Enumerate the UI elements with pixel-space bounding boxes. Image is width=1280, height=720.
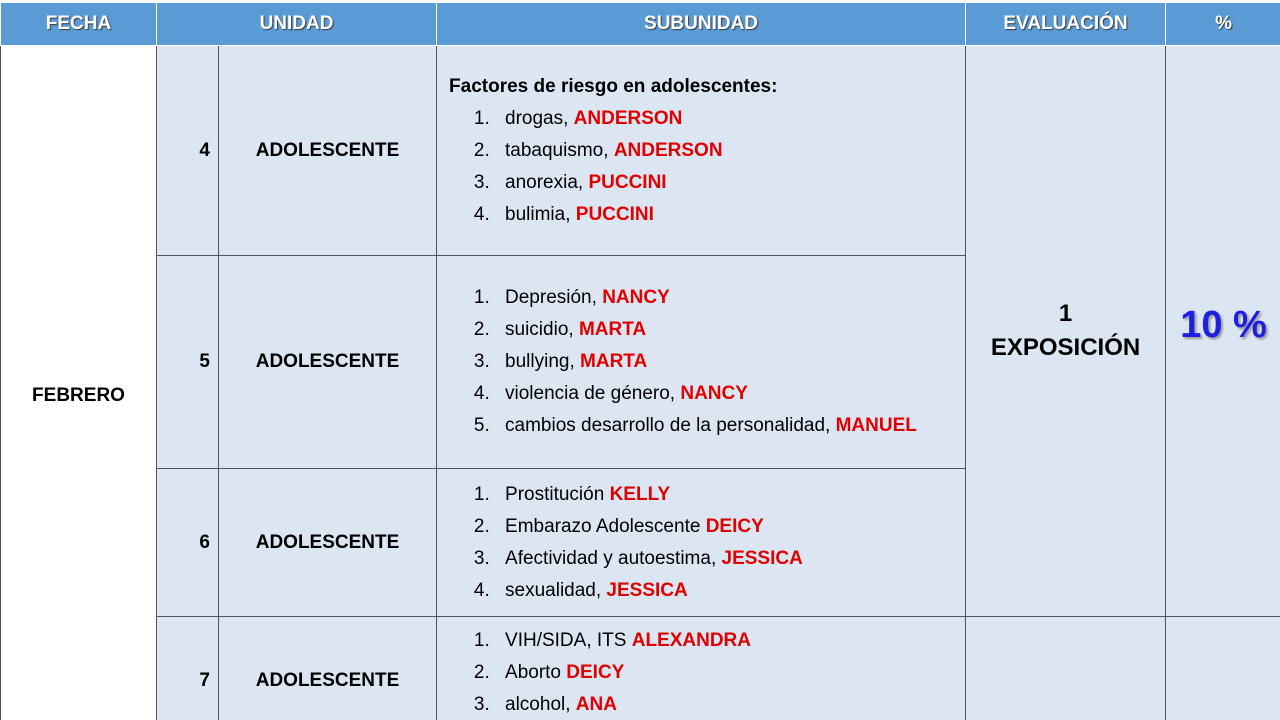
topic-text: VIH/SIDA, ITS [505, 630, 632, 651]
unit-name: ADOLESCENTE [219, 469, 437, 617]
unit-number: 5 [157, 256, 219, 469]
list-item [495, 135, 965, 167]
list-item [495, 657, 965, 689]
presenter-name: MARTA [580, 351, 648, 372]
list-item [495, 410, 965, 442]
topic-text: tabaquismo, [505, 139, 614, 161]
topic-text: cambios desarrollo de la personalidad, [505, 415, 836, 436]
list-item [495, 689, 965, 720]
percentage-cell-empty [1166, 617, 1280, 720]
subunit-title: Factores de riesgo en adolescentes: [449, 75, 778, 97]
topic-text: alcohol, [505, 694, 576, 715]
topic-text: anorexia, [505, 171, 589, 193]
header-percent: % [1166, 3, 1280, 46]
topic-text: Prostitución [505, 483, 610, 505]
unit-number: 7 [157, 617, 219, 720]
presenter-name: DEICY [566, 662, 625, 683]
list-item [495, 575, 965, 607]
table-row [1, 617, 1280, 720]
list-item [495, 103, 965, 135]
header-fecha: FECHA [1, 3, 157, 46]
presenter-name: PUCCINI [588, 171, 667, 193]
topic-text: Afectividad y autoestima, [505, 547, 722, 569]
presenter-name: JESSICA [606, 579, 688, 601]
fecha-cell: FEBRERO [1, 46, 157, 720]
list-item [495, 543, 965, 575]
header-row [1, 3, 1280, 46]
header-subunidad: SUBUNIDAD [437, 3, 966, 46]
percentage-cell [1166, 46, 1280, 617]
unit-name: ADOLESCENTE [219, 46, 437, 256]
topic-text: bulimia, [505, 203, 576, 225]
unit-number: 6 [157, 469, 219, 617]
presenter-name: ALEXANDRA [631, 630, 751, 651]
unit-name: ADOLESCENTE [219, 617, 437, 720]
schedule-table [0, 2, 1280, 720]
presenter-name: NANCY [680, 383, 748, 404]
topic-text: Aborto [505, 662, 567, 683]
subunit-list [449, 479, 965, 607]
presenter-name: PUCCINI [575, 203, 654, 225]
list-item [495, 511, 965, 543]
evaluation-count: 1 [1058, 300, 1073, 327]
presenter-name: JESSICA [721, 547, 803, 569]
evaluation-type: EXPOSICIÓN [990, 334, 1141, 361]
list-item [495, 346, 965, 378]
table-row [1, 46, 1280, 256]
percentage-value: 10 % [1180, 304, 1267, 346]
subunit-list [449, 282, 965, 442]
header-unidad: UNIDAD [157, 3, 437, 46]
subunit-cell [437, 46, 966, 256]
unit-number: 4 [157, 46, 219, 256]
topic-text: Embarazo Adolescente [505, 515, 706, 537]
evaluation-cell-empty [966, 617, 1166, 720]
topic-text: bullying, [505, 351, 581, 372]
list-item [495, 167, 965, 199]
presenter-name: ANA [575, 694, 617, 715]
subunit-list [449, 103, 965, 231]
subunit-list [449, 625, 965, 720]
list-item [495, 199, 965, 231]
subunit-cell [437, 469, 966, 617]
presenter-name: ANDERSON [613, 139, 723, 161]
topic-text: violencia de género, [505, 383, 681, 404]
presenter-name: DEICY [705, 515, 764, 537]
topic-text: suicidio, [505, 319, 579, 340]
list-item [495, 625, 965, 657]
list-item [495, 378, 965, 410]
subunit-cell [437, 256, 966, 469]
topic-text: drogas, [505, 107, 574, 129]
topic-text: sexualidad, [505, 579, 607, 601]
evaluation-cell [966, 46, 1166, 617]
presenter-name: ANDERSON [573, 107, 683, 129]
presenter-name: NANCY [602, 287, 670, 308]
subunit-cell [437, 617, 966, 720]
header-evaluacion: EVALUACIÓN [966, 3, 1166, 46]
presenter-name: KELLY [609, 483, 671, 505]
list-item [495, 314, 965, 346]
presenter-name: MANUEL [835, 415, 917, 436]
topic-text: Depresión, [505, 287, 603, 308]
unit-name: ADOLESCENTE [219, 256, 437, 469]
list-item [495, 479, 965, 511]
list-item [495, 282, 965, 314]
presenter-name: MARTA [578, 319, 647, 340]
